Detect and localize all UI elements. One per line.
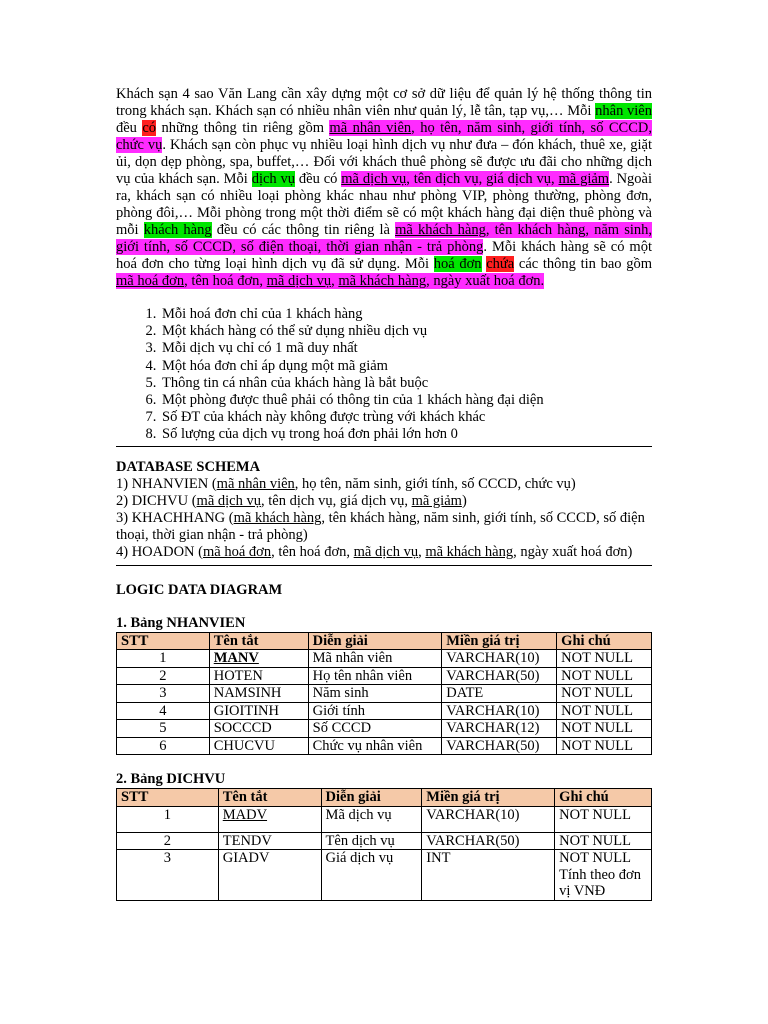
note-not-null: NOT NULL [559, 850, 631, 867]
intro-text: đều có [295, 171, 342, 187]
schema-text: 1) NHANVIEN ( [116, 475, 217, 492]
table-cell: Giới tính [308, 702, 442, 720]
rule-item: 1. Mỗi hoá đơn chỉ của 1 khách hàng [160, 306, 652, 323]
rule-item: 7. Số ĐT của khách này không được trùng với khách khác [160, 409, 652, 426]
intro-paragraph [116, 86, 652, 290]
document-page [116, 86, 652, 901]
table-cell: 4 [117, 702, 210, 720]
schema-text: , họ tên, năm sinh, giới tính, số CCCD, chức vụ) [294, 475, 576, 492]
table-cell-key: MANV [209, 650, 308, 668]
table-cell: CHUCVU [209, 737, 308, 755]
table-dichvu [116, 788, 652, 901]
col-header: Tên tắt [209, 632, 308, 650]
schema-row-dichvu [116, 493, 652, 510]
table-cell: GIADV [218, 850, 321, 901]
highlight-ma-hoa-don: mã hoá đơn [116, 273, 185, 289]
table-cell: Họ tên nhân viên [308, 667, 442, 685]
table-row [117, 806, 652, 832]
table-row [117, 737, 652, 755]
schema-key: mã nhân viên [216, 475, 295, 492]
col-header: Ghi chú [557, 632, 652, 650]
table-cell: 1 [117, 650, 210, 668]
table-header-row [117, 789, 652, 807]
schema-key: mã khách hàng [425, 543, 514, 560]
table-cell: NOT NULL [557, 650, 652, 668]
table-cell: VARCHAR(50) [422, 832, 555, 850]
highlight-nhan-vien-attrs: , họ tên, năm sinh, giới tính, số CCCD, chức vụ [116, 120, 652, 153]
rule-item: 8. Số lượng của dịch vụ trong hoá đơn phải lớn hơn 0 [160, 426, 652, 443]
table-cell: VARCHAR(12) [442, 720, 557, 738]
table-cell: 3 [117, 685, 210, 703]
schema-row-nhanvien [116, 476, 652, 493]
schema-key: mã khách hàng [233, 509, 322, 526]
highlight-hoa-don: hoá đơn [433, 256, 482, 272]
table-row [117, 702, 652, 720]
schema-heading: DATABASE SCHEMA [116, 458, 261, 475]
table-cell: NOT NULL [557, 720, 652, 738]
highlight-khach-hang-attrs: , tên khách hàng, năm sinh, giới tính, số CCCD, số điện thoại, thời gian nhận - trả phòng [116, 222, 653, 255]
table-cell: NOT NULL [557, 702, 652, 720]
intro-text: các thông tin bao gồm [514, 256, 653, 272]
col-header: Diễn giải [308, 632, 442, 650]
table-cell: VARCHAR(10) [422, 806, 555, 832]
table-row [117, 667, 652, 685]
table-cell: Mã dịch vụ [321, 806, 422, 832]
highlight-khach-hang: khách hàng [143, 222, 212, 238]
table-cell: NOT NULL [557, 667, 652, 685]
table-cell: 2 [117, 667, 210, 685]
highlight-nhan-vien: nhân viên [595, 103, 652, 119]
highlight-comma: , [331, 273, 339, 289]
col-header: Ghi chú [555, 789, 652, 807]
intro-text: . Ngoài ra, khách sạn có nhiều loại phòng khác nhau như phòng VIP, phòng thường, phòng đơn, phòng đôi,… Mỗi phòng trong một thời điểm sẽ có một khách hàng đại diện thuê phòng và mỗi [116, 171, 653, 238]
table-row [117, 685, 652, 703]
rule-item: 6. Một phòng được thuê phải có thông tin của 1 khách hàng đại diện [160, 392, 652, 409]
col-header: STT [117, 632, 210, 650]
table-cell: NAMSINH [209, 685, 308, 703]
schema-text: , tên khách hàng, năm sinh, giới tính, số CCCD, số điện thoại, thời gian nhận - trả phòng) [116, 509, 645, 543]
schema-text: ) [461, 492, 467, 509]
table-cell: DATE [442, 685, 557, 703]
schema-key: mã hoá đơn [203, 543, 272, 560]
table-cell: VARCHAR(50) [442, 737, 557, 755]
table-cell: NOT NULL [555, 832, 652, 850]
schema-text: 3) KHACHHANG ( [116, 509, 234, 526]
schema-text: , ngày xuất hoá đơn) [513, 543, 633, 560]
intro-text: . Mỗi khách hàng sẽ có một hoá đơn cho từng loại hình dịch vụ đã sử dụng. Mỗi [116, 239, 652, 272]
col-header: STT [117, 789, 219, 807]
schema-text: , tên hoá đơn, [271, 543, 354, 560]
highlight-ngay-xuat: , ngày xuất hoá đơn. [426, 273, 545, 289]
table-row [117, 832, 652, 850]
note-currency: Tính theo đơn vị VNĐ [559, 866, 641, 900]
table-cell: VARCHAR(10) [442, 650, 557, 668]
intro-text: đều có các thông tin riêng là [211, 222, 396, 238]
highlight-ma-khach-hang: mã khách hàng [395, 222, 486, 238]
table-cell: SOCCCD [209, 720, 308, 738]
highlight-chua: chứa [486, 256, 515, 272]
highlight-ma-nhan-vien: mã nhân viên [329, 120, 412, 136]
highlight-ma-khach-hang-fk: mã khách hàng [338, 273, 427, 289]
col-header: Tên tắt [218, 789, 321, 807]
rule-item: 3. Mỗi dịch vụ chỉ có 1 mã duy nhất [160, 340, 652, 357]
table-cell: NOT NULL [557, 737, 652, 755]
table-row [117, 650, 652, 668]
table-cell: VARCHAR(50) [442, 667, 557, 685]
highlight-dich-vu: dịch vụ [251, 171, 296, 187]
table-cell: 2 [117, 832, 219, 850]
ldd-heading: LOGIC DATA DIAGRAM [116, 581, 283, 598]
schema-key: mã giảm [411, 492, 462, 509]
table-cell: 6 [117, 737, 210, 755]
table-row [117, 720, 652, 738]
schema-text: 2) DICHVU ( [116, 492, 197, 509]
table-header-row [117, 632, 652, 650]
col-header: Miền giá trị [442, 632, 557, 650]
table-cell: HOTEN [209, 667, 308, 685]
table-cell: GIOITINH [209, 702, 308, 720]
rule-item: 4. Một hóa đơn chỉ áp dụng một mã giảm [160, 358, 652, 375]
highlight-ma-dich-vu: mã dịch vụ [341, 171, 407, 187]
highlight-dich-vu-attrs: , tên dịch vụ, giá dịch vụ, [406, 171, 559, 187]
rule-item: 2. Một khách hàng có thể sử dụng nhiều dịch vụ [160, 323, 652, 340]
divider [116, 446, 652, 447]
schema-key: mã dịch vụ [196, 492, 261, 509]
table-cell: VARCHAR(10) [442, 702, 557, 720]
table-cell: Năm sinh [308, 685, 442, 703]
table-cell: 1 [117, 806, 219, 832]
highlight-co: có [142, 120, 157, 136]
schema-key: mã dịch vụ [353, 543, 419, 560]
rule-item: 5. Thông tin cá nhân của khách hàng là bắt buộc [160, 375, 652, 392]
table-cell: 5 [117, 720, 210, 738]
business-rules-list [116, 306, 652, 444]
schema-row-hoadon [116, 544, 652, 561]
table-title-nhanvien: 1. Bảng NHANVIEN [116, 614, 246, 631]
table-cell: TENDV [218, 832, 321, 850]
table-row [117, 850, 652, 901]
intro-text: những thông tin riêng gồm [156, 120, 330, 136]
table-cell: Số CCCD [308, 720, 442, 738]
table-cell: NOT NULL [557, 685, 652, 703]
intro-text: Khách sạn 4 sao Văn Lang cần xây dựng một cơ sở dữ liệu để quản lý hệ thống thông tin trong khách sạn. Khách sạn có nhiều nhân viên như quản lý, lễ tân, tạp vụ,… Mỗi [116, 86, 652, 119]
intro-text: . Khách sạn còn phục vụ nhiều loại hình dịch vụ như đưa – đón khách, thuê xe, giặt ủi, dọn dẹp phòng, spa, buffet,… Đối với khách thuê phòng sẽ được ưu đãi cho những dịch vụ của khách sạn. Mỗi [116, 137, 652, 187]
schema-text: , tên dịch vụ, giá dịch vụ, [260, 492, 412, 509]
col-header: Diễn giải [321, 789, 422, 807]
table-cell: NOT NULL [555, 806, 652, 832]
col-header: Miền giá trị [422, 789, 555, 807]
table-title-dichvu: 2. Bảng DICHVU [116, 771, 226, 788]
table-cell: INT [422, 850, 555, 901]
table-cell [555, 850, 652, 901]
table-cell: Chức vụ nhân viên [308, 737, 442, 755]
table-cell: Tên dịch vụ [321, 832, 422, 850]
highlight-ma-dich-vu-fk: mã dịch vụ [266, 273, 332, 289]
schema-text: 4) HOADON ( [116, 543, 203, 560]
intro-text: đều [116, 120, 143, 136]
table-cell-key: MADV [218, 806, 321, 832]
schema-row-khachhang [116, 510, 652, 544]
table-cell: Mã nhân viên [308, 650, 442, 668]
table-nhanvien [116, 632, 652, 756]
table-cell: Giá dịch vụ [321, 850, 422, 901]
divider [116, 565, 652, 566]
table-cell: 3 [117, 850, 219, 901]
schema-text: , [418, 543, 426, 560]
highlight-hoa-don-attrs: , tên hoá đơn, [184, 273, 267, 289]
highlight-ma-giam: mã giảm [558, 171, 610, 187]
schema-list [116, 476, 652, 561]
